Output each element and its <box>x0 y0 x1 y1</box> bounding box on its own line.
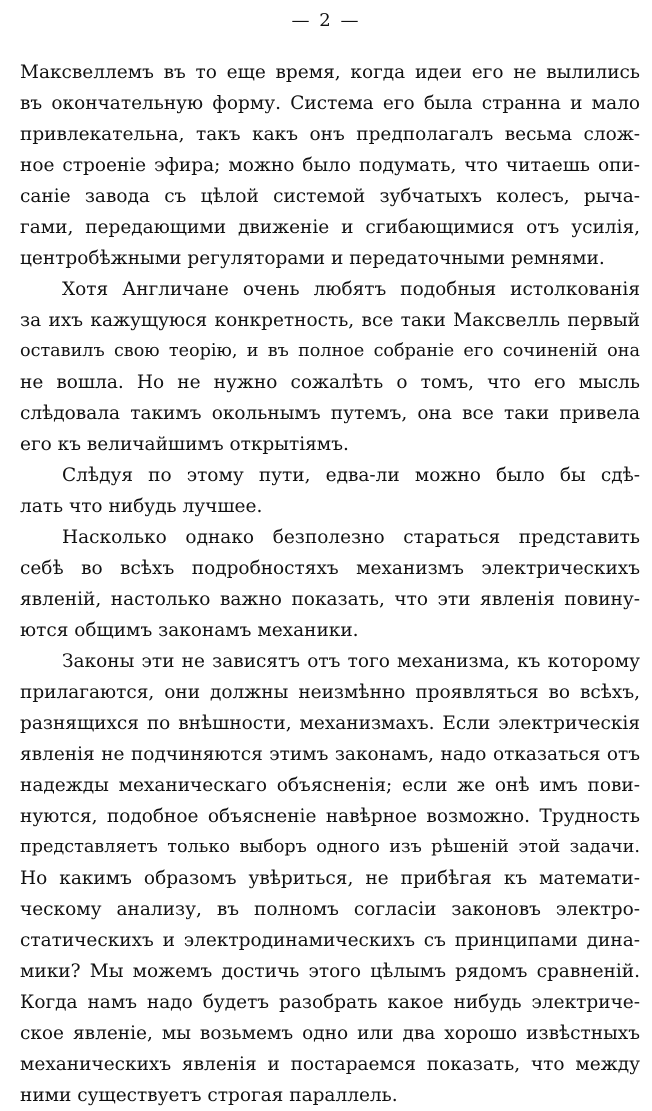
text-line: ческому анализу, въ полномъ согласіи законовъ электро- <box>20 899 640 920</box>
text-line: разнящихся по внѣшности, механизмахъ. Если электрическія <box>20 713 640 734</box>
text-line: Но какимъ образомъ увѣриться, не прибѣгая къ математи- <box>20 868 640 889</box>
text-line: слѣдовала такимъ окольнымъ путемъ, она все таки привела <box>20 403 640 424</box>
text-line: явленія не подчиняются этимъ законамъ, надо отказаться отъ <box>20 744 640 765</box>
text-line: Насколько однако безполезно стараться представить <box>62 527 640 548</box>
text-line: явленій, настолько важно показать, что эти явленія повину- <box>20 589 640 610</box>
text-line: ними существуетъ строгая параллель. <box>20 1085 398 1106</box>
text-line: саніе завода съ цѣлой системой зубчатыхъ колесъ, рыча- <box>20 186 640 207</box>
text-line: ются общимъ законамъ механики. <box>20 620 359 641</box>
text-line: въ окончательную форму. Система его была странна и мало <box>20 93 640 114</box>
page-number: — 2 — <box>291 10 361 31</box>
text-line: себѣ во всѣхъ подробностяхъ механизмъ электрическихъ <box>20 558 640 579</box>
text-line: лать что нибудь лучшее. <box>20 496 263 517</box>
text-line: прилагаются, они должны неизмѣнно проявляться во всѣхъ, <box>20 682 640 703</box>
text-line: мики? Мы можемъ достичь этого цѣлымъ рядомъ сравненій. <box>20 961 640 982</box>
text-line: нуются, подобное объясненіе навѣрное возможно. Трудность <box>20 806 640 827</box>
text-line: оставилъ свою теорію, и въ полное собраніе его сочиненій она <box>20 341 640 361</box>
text-line: Слѣдуя по этому пути, едва-ли можно было бы сдѣ- <box>62 465 640 486</box>
text-line: привлекательна, такъ какъ онъ предполагалъ весьма слож- <box>20 124 640 145</box>
text-line: надежды механическаго объясненія; если же онѣ имъ пови- <box>20 775 640 796</box>
text-line: Максвеллемъ въ то еще время, когда идеи его не вылились <box>20 62 640 83</box>
text-line: представляетъ только выборъ одного изъ рѣшеній этой задачи. <box>20 837 640 857</box>
text-line: его къ величайшимъ открытіямъ. <box>20 434 349 455</box>
text-line: Когда намъ надо будетъ разобрать какое нибудь электриче- <box>20 992 640 1013</box>
text-line: Хотя Англичане очень любятъ подобныя истолкованія <box>62 279 640 300</box>
text-line: ское явленіе, мы возьмемъ одно или два хорошо извѣстныхъ <box>20 1023 640 1044</box>
text-line: ное строеніе эфира; можно было подумать, что читаешь опи- <box>20 155 640 176</box>
text-line: центробѣжными регуляторами и передаточными ремнями. <box>20 248 605 269</box>
body-text <box>20 57 640 1111</box>
text-line: не вошла. Но не нужно сожалѣть о томъ, что его мысль <box>20 372 640 393</box>
text-line: гами, передающими движеніе и сгибающимися отъ усилія, <box>20 217 640 238</box>
text-line: механическихъ явленія и постараемся показать, что между <box>20 1054 640 1075</box>
text-line: Законы эти не зависятъ отъ того механизма, къ которому <box>62 651 640 672</box>
text-line: за ихъ кажущуюся конкретность, все таки Максвелль первый <box>20 310 640 331</box>
text-line: статическихъ и электродинамическихъ съ принципами дина- <box>20 930 640 951</box>
